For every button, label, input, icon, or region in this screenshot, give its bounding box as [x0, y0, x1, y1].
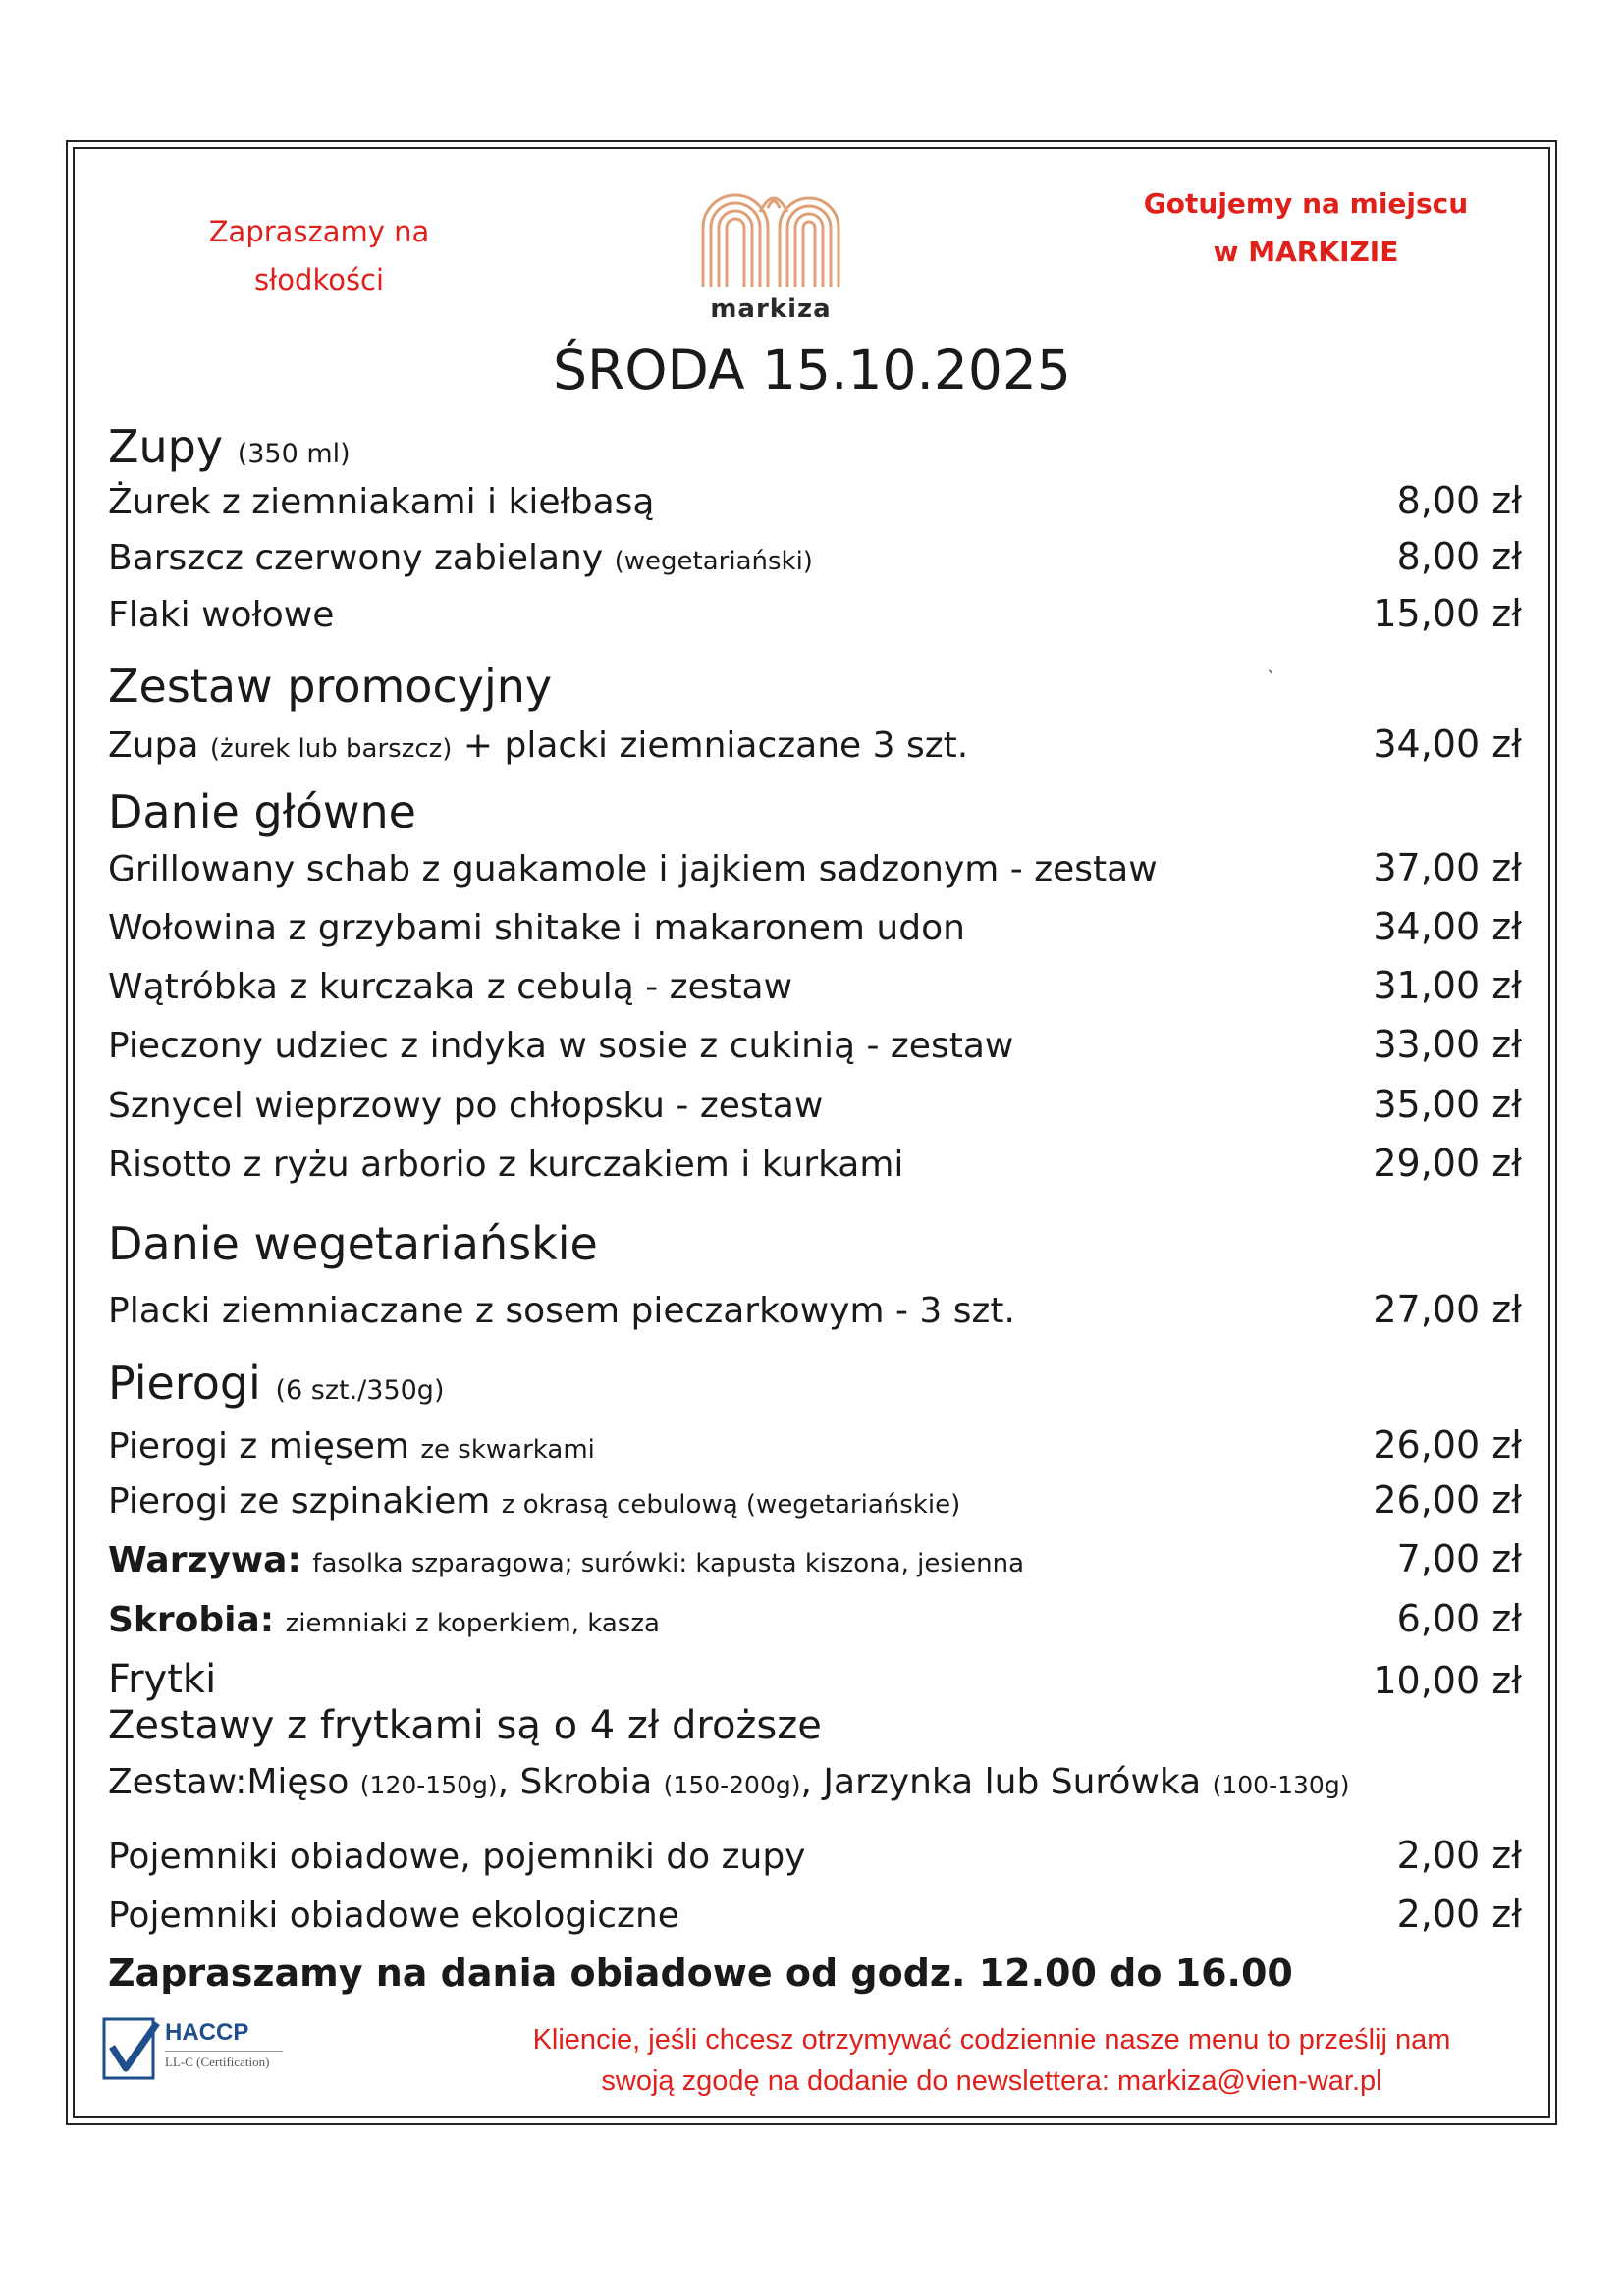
promo-cooking-line1: Gotujemy na miejscu	[1143, 187, 1469, 220]
menu-item-price: 2,00 zł	[1396, 1834, 1522, 1877]
menu-item-name: Pojemniki obiadowe, pojemniki do zupy	[108, 1837, 806, 1877]
menu-item-price: 8,00 zł	[1396, 479, 1522, 522]
haccp-badge	[102, 2017, 308, 2084]
menu-item-name-text: Barszcz czerwony zabielany	[108, 538, 604, 578]
menu-item	[108, 722, 1522, 772]
section-title-zupy	[108, 420, 351, 473]
haccp-subtitle: LL-C (Certification)	[165, 2055, 270, 2069]
promo-sweets-line2: słodkości	[253, 263, 385, 296]
menu-item-name: Grillowany schab z guakamole i jajkiem sadzonym - zestaw	[108, 849, 1158, 889]
menu-item-name-text: Pierogi ze szpinakiem	[108, 1481, 491, 1522]
menu-item	[108, 535, 1522, 584]
menu-item-name: Risotto z ryżu arborio z kurczakiem i kurkami	[108, 1145, 904, 1185]
menu-item-price: 34,00 zł	[1373, 722, 1522, 766]
stray-mark: `	[1267, 667, 1276, 691]
menu-item	[108, 1423, 1522, 1472]
menu-item-price: 6,00 zł	[1396, 1597, 1522, 1640]
menu-item-price: 37,00 zł	[1373, 846, 1522, 889]
menu-item-price: 29,00 zł	[1373, 1142, 1522, 1185]
menu-item-label: Warzywa:	[108, 1540, 301, 1580]
menu-item-name: Frytki	[108, 1657, 217, 1702]
menu-item-price: 7,00 zł	[1396, 1537, 1522, 1580]
menu-item-note: fasolka szparagowa; surówki: kapusta kiszona, jesienna	[312, 1549, 1025, 1578]
menu-item-name	[108, 1540, 1024, 1580]
menu-item	[108, 592, 1522, 641]
menu-item	[108, 905, 1522, 954]
zestaw-part: Skrobia	[519, 1762, 653, 1802]
menu-item-name: Sznycel wieprzowy po chłopsku - zestaw	[108, 1086, 824, 1126]
section-title-pierogi	[108, 1357, 444, 1410]
zestaw-note: (120-150g)	[359, 1771, 498, 1799]
menu-item-price: 35,00 zł	[1373, 1083, 1522, 1126]
zestaw-note: (150-200g)	[663, 1771, 801, 1799]
menu-item-name	[108, 1600, 660, 1640]
menu-item-price: 15,00 zł	[1373, 592, 1522, 635]
menu-item	[108, 1834, 1522, 1883]
opening-hours: Zapraszamy na dania obiadowe od godz. 12.00 do 16.00	[108, 1951, 1293, 1995]
zestaw-note: (100-130g)	[1212, 1771, 1350, 1799]
newsletter-line2: swoją zgodę na dodanie do newslettera: markiza@vien-war.pl	[601, 2065, 1382, 2097]
promo-sweets-line1: Zapraszamy na	[208, 215, 430, 248]
menu-item-note: (żurek lub barszcz)	[209, 734, 453, 764]
section-note: (350 ml)	[237, 439, 351, 469]
menu-item	[108, 1023, 1522, 1072]
promo-cooking	[1139, 180, 1473, 276]
menu-item-price: 26,00 zł	[1373, 1423, 1522, 1467]
menu-item-name	[108, 1481, 960, 1522]
newsletter-line1: Kliencie, jeśli chcesz otrzymywać codziennie nasze menu to prześlij nam	[532, 2024, 1451, 2056]
promo-cooking-line2: w MARKIZIE	[1213, 236, 1399, 268]
menu-item-note: ziemniaki z koperkiem, kasza	[285, 1609, 660, 1638]
brand-name: markiza	[710, 294, 832, 324]
markiza-logo-icon	[699, 188, 842, 289]
menu-item-name	[108, 725, 968, 766]
haccp-title: HACCP	[165, 2019, 249, 2046]
menu-item-name-text: Zupa	[108, 725, 199, 766]
menu-item-name	[108, 1426, 595, 1467]
menu-item-note: (wegetariański)	[614, 547, 813, 576]
menu-item-note: z okrasą cebulową (wegetariańskie)	[501, 1490, 961, 1520]
menu-item-name: Flaki wołowe	[108, 595, 335, 635]
section-title-text: Zupy	[108, 420, 224, 473]
zestaw-part: Zestaw:Mięso	[108, 1762, 350, 1802]
section-title-text: Pierogi	[108, 1357, 261, 1410]
zestaw-separator: ,	[497, 1762, 510, 1802]
newsletter-note	[422, 2019, 1561, 2102]
menu-item	[108, 1142, 1522, 1191]
menu-item	[108, 964, 1522, 1013]
menu-item	[108, 1288, 1522, 1337]
menu-item-skrobia	[108, 1597, 1522, 1646]
menu-item-price: 2,00 zł	[1396, 1893, 1522, 1936]
menu-item-price: 8,00 zł	[1396, 535, 1522, 578]
zestaw-separator: ,	[800, 1762, 812, 1802]
menu-item-name: Wołowina z grzybami shitake i makaronem udon	[108, 908, 965, 948]
page-title: ŚRODA 15.10.2025	[553, 339, 1071, 401]
promo-sweets	[187, 208, 452, 304]
menu-item-name: Placki ziemniaczane z sosem pieczarkowym - 3 szt.	[108, 1291, 1015, 1331]
menu-item	[108, 1893, 1522, 1942]
menu-item-name-text: + placki ziemniaczane 3 szt.	[462, 725, 969, 766]
menu-item	[108, 479, 1522, 528]
menu-item-price: 26,00 zł	[1373, 1478, 1522, 1522]
menu-item-price: 34,00 zł	[1373, 905, 1522, 948]
menu-item-note: ze skwarkami	[420, 1435, 595, 1465]
haccp-divider	[165, 2051, 283, 2052]
menu-item-price: 33,00 zł	[1373, 1023, 1522, 1066]
menu-item-name	[108, 538, 813, 578]
menu-item-warzywa	[108, 1537, 1522, 1586]
menu-item-frytki	[108, 1659, 1522, 1708]
section-title-zestaw: Zestaw promocyjny	[108, 660, 553, 713]
menu-item-price: 10,00 zł	[1373, 1659, 1522, 1702]
menu-item-name-text: Pierogi z mięsem	[108, 1426, 409, 1467]
menu-item-price: 27,00 zł	[1373, 1288, 1522, 1331]
frytki-info: Zestawy z frytkami są o 4 zł droższe	[108, 1703, 822, 1748]
menu-item-price: 31,00 zł	[1373, 964, 1522, 1007]
haccp-check-icon	[102, 2017, 161, 2082]
section-title-danie-glowne: Danie główne	[108, 785, 416, 838]
menu-item-name: Wątróbka z kurczaka z cebulą - zestaw	[108, 967, 793, 1007]
zestaw-part: Jarzynka lub Surówka	[823, 1762, 1202, 1802]
menu-item	[108, 1083, 1522, 1132]
menu-item-name: Pieczony udziec z indyka w sosie z cukinią - zestaw	[108, 1026, 1014, 1066]
section-note: (6 szt./350g)	[275, 1375, 445, 1406]
menu-item	[108, 846, 1522, 895]
section-title-wegetarianskie: Danie wegetariańskie	[108, 1217, 598, 1270]
menu-item-label: Skrobia:	[108, 1600, 275, 1640]
menu-item-name: Żurek z ziemniakami i kiełbasą	[108, 482, 655, 522]
menu-item	[108, 1478, 1522, 1527]
menu-item-name: Pojemniki obiadowe ekologiczne	[108, 1896, 679, 1936]
zestaw-composition	[108, 1762, 1349, 1802]
